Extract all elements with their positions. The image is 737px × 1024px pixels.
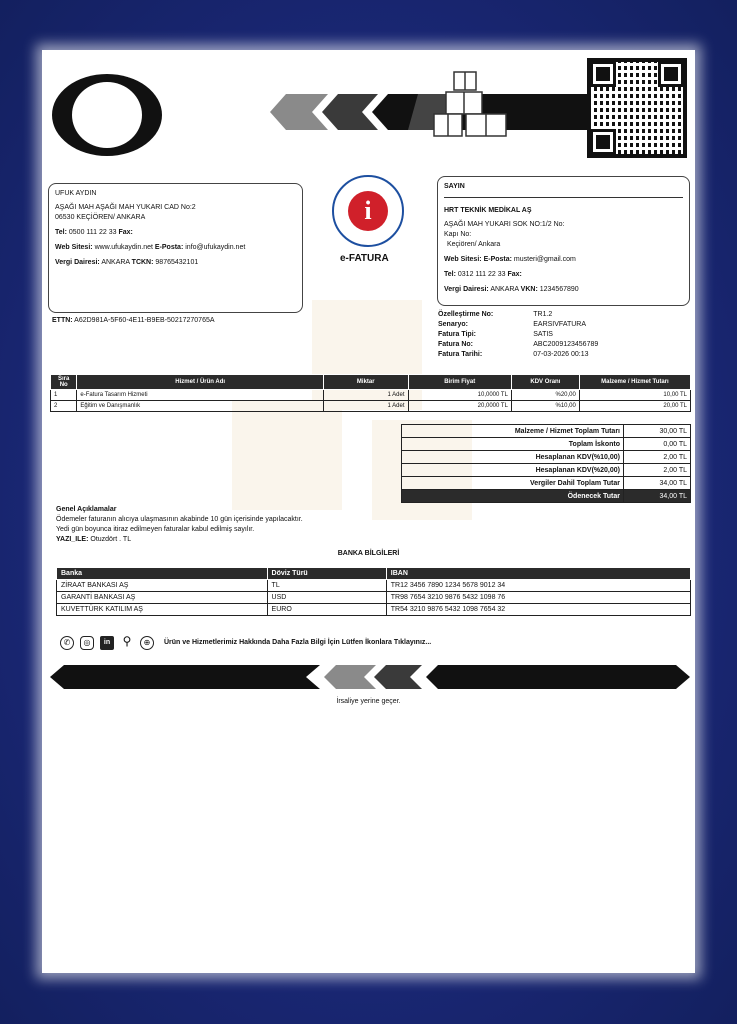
doc-type-title: e-FATURA: [340, 253, 389, 264]
meta-row: [438, 350, 598, 360]
buyer-address-2: Kapı No:: [444, 231, 472, 238]
seller-box: [48, 183, 303, 313]
items-table: [50, 374, 691, 412]
items-header-cell: Miktar: [323, 375, 408, 390]
notes-line-1: Ödemeler faturanın alıcıya ulaşmasının akabinde 10 gün içerisinde yapılacaktır.: [56, 516, 303, 523]
totals-value: 30,00 TL: [624, 425, 691, 438]
seller-tckn-label: TCKN:: [131, 259, 154, 266]
meta-row: [438, 310, 598, 320]
yazi-label: YAZI_ILE:: [56, 536, 89, 543]
bank-currency: EURO: [267, 604, 386, 616]
totals-label: Toplam İskonto: [402, 438, 624, 451]
notes-section: [56, 505, 303, 545]
notes-title: Genel Açıklamalar: [56, 506, 117, 513]
item-qty: 1 Adet: [323, 390, 408, 401]
meta-row: [438, 320, 598, 330]
totals-row: [402, 451, 691, 464]
footer-arrow-banner: [50, 665, 690, 689]
item-total: 20,00 TL: [579, 401, 690, 412]
bank-row: [57, 592, 691, 604]
meta-label: Fatura Tipi:: [438, 331, 476, 338]
buyer-tel-label: Tel:: [444, 271, 456, 278]
items-header-cell: Birim Fiyat: [408, 375, 511, 390]
totals-value: 34,00 TL: [624, 490, 691, 503]
item-no: 1: [51, 390, 77, 401]
ettn-label: ETTN:: [52, 317, 73, 324]
items-header-cell: Sıra No: [51, 375, 77, 390]
buyer-salutation: SAYIN: [444, 183, 465, 190]
instagram-icon[interactable]: ◎: [80, 636, 94, 650]
item-name: e-Fatura Tasarım Hizmeti: [77, 390, 324, 401]
bank-row: [57, 604, 691, 616]
linkedin-icon[interactable]: in: [100, 636, 114, 650]
yazi-value: Otuzdört . TL: [90, 536, 132, 543]
meta-label: Özelleştirme No:: [438, 311, 494, 318]
notes-line-2: Yedi gün boyunca itiraz edilmeyen faturalar kabul edilmiş sayılır.: [56, 526, 255, 533]
seller-address-1: AŞAĞI MAH AŞAĞI MAH YUKARI CAD No:2: [55, 204, 196, 211]
bank-title: BANKA BİLGİLERİ: [337, 550, 400, 557]
invoice-page: [42, 50, 695, 973]
totals-row: [402, 490, 691, 503]
bank-iban: TR98 7654 3210 9876 5432 1098 76: [386, 592, 690, 604]
bank-row: [57, 580, 691, 592]
buyer-web-label: Web Sitesi:: [444, 256, 482, 263]
buyer-box: [437, 176, 690, 306]
globe-icon[interactable]: ⊕: [140, 636, 154, 650]
invoice-meta-table: [438, 310, 598, 360]
location-icon[interactable]: ⚲: [122, 634, 132, 648]
buyer-tax-office-label: Vergi Dairesi:: [444, 286, 489, 293]
buyer-tel: 0312 111 22 33: [457, 271, 506, 278]
item-vat: %20,00: [511, 390, 579, 401]
seller-email[interactable]: info@ufukaydin.net: [185, 244, 246, 251]
bank-iban: TR12 3456 7890 1234 5678 9012 34: [386, 580, 690, 592]
seller-tel-label: Tel:: [55, 229, 67, 236]
whatsapp-icon[interactable]: ✆: [60, 636, 74, 650]
seller-tel: 0500 111 22 33: [68, 229, 117, 236]
gib-logo-icon: i: [348, 191, 388, 231]
social-row: [60, 636, 431, 650]
bank-header-cell: Döviz Türü: [267, 568, 386, 580]
buyer-name: HRT TEKNİK MEDİKAL AŞ: [444, 207, 532, 214]
item-price: 20,0000 TL: [408, 401, 511, 412]
buyer-email[interactable]: musteri@gmail.com: [513, 256, 576, 263]
gift-boxes-icon: [432, 70, 512, 140]
meta-label: Fatura No:: [438, 341, 473, 348]
totals-value: 2,00 TL: [624, 464, 691, 477]
buyer-address-1: AŞAĞI MAH YUKARI SOK NO:1/2 No:: [444, 221, 565, 228]
buyer-email-label: E-Posta:: [483, 256, 512, 263]
seller-email-label: E-Posta:: [154, 244, 184, 251]
header-arrow-banner: [268, 94, 588, 130]
bank-bank: GARANTİ BANKASI AŞ: [57, 592, 268, 604]
item-vat: %10,00: [511, 401, 579, 412]
meta-row: [438, 330, 598, 340]
bank-header-cell: IBAN: [386, 568, 690, 580]
bank-currency: TL: [267, 580, 386, 592]
buyer-address-3: Keçiören/ Ankara: [447, 241, 501, 248]
seller-fax-label: Fax:: [118, 229, 133, 236]
item-total: 10,00 TL: [579, 390, 690, 401]
totals-label: Ödenecek Tutar: [402, 490, 624, 503]
bank-bank: ZİRAAT BANKASI AŞ: [57, 580, 268, 592]
totals-row: [402, 438, 691, 451]
totals-value: 34,00 TL: [624, 477, 691, 490]
bank-bank: KUVETTÜRK KATILIM AŞ: [57, 604, 268, 616]
bank-table: [56, 567, 691, 616]
seller-web[interactable]: www.ufukaydin.net: [94, 244, 153, 251]
meta-value: SATIS: [533, 331, 553, 338]
footer-note: İrsaliye yerine geçer.: [336, 698, 401, 705]
table-row: [51, 401, 691, 412]
seller-name: UFUK AYDIN: [55, 190, 97, 197]
totals-value: 2,00 TL: [624, 451, 691, 464]
meta-value: EARSIVFATURA: [533, 321, 587, 328]
items-header-cell: Hizmet / Ürün Adı: [77, 375, 324, 390]
totals-row: [402, 425, 691, 438]
table-row: [51, 390, 691, 401]
seller-tax-office: ANKARA: [101, 259, 130, 266]
seller-tax-office-label: Vergi Dairesi:: [55, 259, 100, 266]
totals-row: [402, 477, 691, 490]
meta-label: Senaryo:: [438, 321, 468, 328]
buyer-vkn: 1234567890: [539, 286, 579, 293]
totals-label: Malzeme / Hizmet Toplam Tutarı: [402, 425, 624, 438]
items-header-cell: KDV Oranı: [511, 375, 579, 390]
buyer-tax-office: ANKARA: [490, 286, 519, 293]
company-logo: [52, 74, 162, 156]
meta-value: ABC2009123456789: [533, 341, 599, 348]
item-name: Eğitim ve Danışmanlık: [77, 401, 324, 412]
item-price: 10,0000 TL: [408, 390, 511, 401]
totals-row: [402, 464, 691, 477]
ettn-row: [52, 316, 215, 326]
ettn-value: A62D981A-5F60-4E11-B9EB-50217270765A: [74, 317, 215, 324]
bank-iban: TR54 3210 9876 5432 1098 7654 32: [386, 604, 690, 616]
seller-address-2: 06530 KEÇİÖREN/ ANKARA: [55, 214, 146, 221]
meta-row: [438, 340, 598, 350]
bank-currency: USD: [267, 592, 386, 604]
items-header-cell: Malzeme / Hizmet Tutarı: [579, 375, 690, 390]
gib-seal: [332, 175, 404, 247]
totals-value: 0,00 TL: [624, 438, 691, 451]
totals-table: [401, 424, 691, 503]
totals-label: Hesaplanan KDV(%20,00): [402, 464, 624, 477]
item-qty: 1 Adet: [323, 401, 408, 412]
item-no: 2: [51, 401, 77, 412]
qr-code: [587, 58, 687, 158]
meta-label: Fatura Tarihi:: [438, 351, 483, 358]
totals-label: Vergiler Dahil Toplam Tutar: [402, 477, 624, 490]
seller-tckn: 98765432101: [155, 259, 199, 266]
seller-web-label: Web Sitesi:: [55, 244, 93, 251]
buyer-vkn-label: VKN:: [520, 286, 538, 293]
totals-label: Hesaplanan KDV(%10,00): [402, 451, 624, 464]
bank-header-cell: Banka: [57, 568, 268, 580]
meta-value: TR1.2: [533, 311, 553, 318]
social-text: Ürün ve Hizmetlerimiz Hakkında Daha Fazla Bilgi İçin Lütfen İkonlara Tıklayınız...: [164, 639, 432, 646]
buyer-fax-label: Fax:: [507, 271, 522, 278]
meta-value: 07-03-2026 00:13: [533, 351, 589, 358]
